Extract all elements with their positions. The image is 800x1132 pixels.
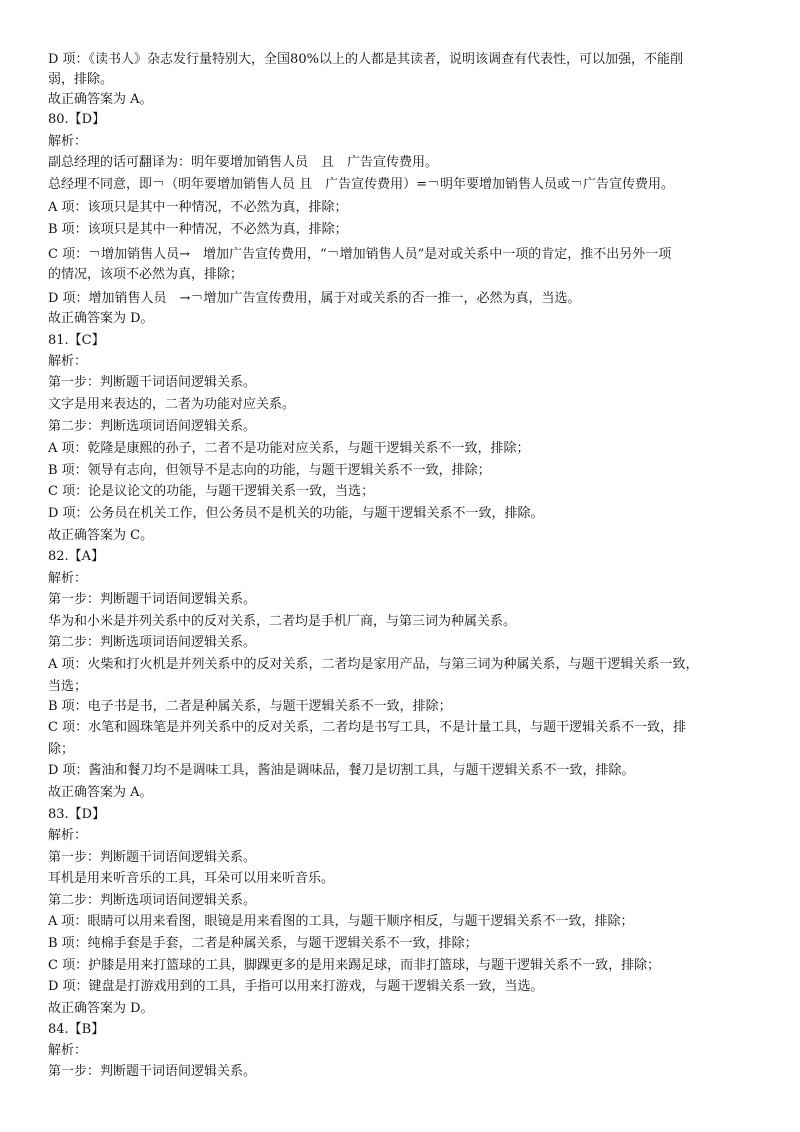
text-line: 当选； <box>48 679 88 694</box>
text-line: 总经理不同意，即￢（明年要增加销售人员 且 广告宣传费用）=￢明年要增加销售人员或￢广告宣传费用。 <box>48 177 675 192</box>
text-line: 第二步：判断选项词语间逻辑关系。 <box>48 419 257 434</box>
text-line: 的情况，该项不必然为真，排除； <box>48 267 244 282</box>
text-line: 华为和小米是并列关系中的反对关系，二者均是手机厂商，与第三词为种属关系。 <box>48 614 517 629</box>
text-line: 81.【C】 <box>48 333 105 348</box>
text-line: A 项：乾隆是康熙的孙子，二者不是功能对应关系，与题干逻辑关系不一致，排除； <box>48 441 530 456</box>
text-line: 第一步：判断题干词语间逻辑关系。 <box>48 592 257 607</box>
text-line: B 项：领导有志向，但领导不是志向的功能，与题干逻辑关系不一致，排除； <box>48 463 491 478</box>
text-line: C 项：水笔和圆珠笔是并列关系中的反对关系，二者均是书写工具，不是计量工具，与题干逻辑关系不一致，排 <box>48 720 687 735</box>
text-line: 除； <box>48 742 75 757</box>
text-line: A 项：眼睛可以用来看图，眼镜是用来看图的工具，与题干顺序相反，与题干逻辑关系不一致，排除； <box>48 914 634 929</box>
text-line: 解析： <box>48 134 88 149</box>
text-line: 解析： <box>48 1043 88 1058</box>
text-line: 第一步：判断题干词语间逻辑关系。 <box>48 375 257 390</box>
text-line: A 项：该项只是其中一种情况，不必然为真，排除； <box>48 200 348 215</box>
text-line: 84.【B】 <box>48 1022 105 1037</box>
text-line: 故正确答案为 A。 <box>48 92 153 107</box>
text-line: 耳机是用来听音乐的工具，耳朵可以用来听音乐。 <box>48 871 335 886</box>
text-line: C 项：护膝是用来打篮球的工具，脚踝更多的是用来踢足球，而非打篮球，与题干逻辑关系不一致，排除； <box>48 958 661 973</box>
text-line: D 项：酱油和餐刀均不是调味工具，酱油是调味品，餐刀是切割工具，与题干逻辑关系不一致，排除。 <box>48 763 635 778</box>
text-line: B 项：该项只是其中一种情况，不必然为真，排除； <box>48 222 348 237</box>
text-line: 文字是用来表达的，二者为功能对应关系。 <box>48 397 296 412</box>
text-line: D 项：公务员在机关工作，但公务员不是机关的功能，与题干逻辑关系不一致，排除。 <box>48 506 544 521</box>
text-line: 副总经理的话可翻译为：明年要增加销售人员 且 广告宣传费用。 <box>48 155 439 170</box>
text-line: 82.【A】 <box>48 549 105 564</box>
text-line: A 项：火柴和打火机是并列关系中的反对关系，二者均是家用产品，与第三词为种属关系，与题干逻辑关系一致， <box>48 657 699 672</box>
text-line: D 项：键盘是打游戏用到的工具，手指可以用来打游戏，与题干逻辑关系一致，当选。 <box>48 979 544 994</box>
text-line: 故正确答案为 C。 <box>48 528 154 543</box>
text-line: 第一步：判断题干词语间逻辑关系。 <box>48 850 257 865</box>
text-line: C 项：论是议论文的功能，与题干逻辑关系一致，当选； <box>48 484 375 499</box>
text-line: 解析： <box>48 354 88 369</box>
text-line: 83.【D】 <box>48 807 106 822</box>
text-line: C 项：￢增加销售人员→ 增加广告宣传费用，“￢增加销售人员”是对或关系中一项的肯定，推不出另外一项 <box>48 247 672 262</box>
text-line: D 项：增加销售人员 →￢增加广告宣传费用，属于对或关系的否一推一，必然为真，当选。 <box>48 291 581 306</box>
text-line: 解析： <box>48 571 88 586</box>
text-line: 解析： <box>48 828 88 843</box>
text-line: B 项：纯棉手套是手套，二者是种属关系，与题干逻辑关系不一致，排除； <box>48 936 478 951</box>
text-line: 故正确答案为 D。 <box>48 1001 154 1016</box>
text-line: 故正确答案为 A。 <box>48 785 153 800</box>
text-line: 80.【D】 <box>48 112 106 127</box>
text-line: 弱，排除。 <box>48 72 114 87</box>
text-line: 第二步：判断选项词语间逻辑关系。 <box>48 635 257 650</box>
text-line: B 项：电子书是书，二者是种属关系，与题干逻辑关系不一致，排除； <box>48 699 452 714</box>
text-line: 第一步：判断题干词语间逻辑关系。 <box>48 1064 257 1079</box>
text-line: 故正确答案为 D。 <box>48 311 154 326</box>
text-line: 第二步：判断选项词语间逻辑关系。 <box>48 893 257 908</box>
text-line: D 项：《读书人》杂志发行量特别大，全国80%以上的人都是其读者，说明该调查有代表性，可以加强，不能削 <box>48 52 683 67</box>
